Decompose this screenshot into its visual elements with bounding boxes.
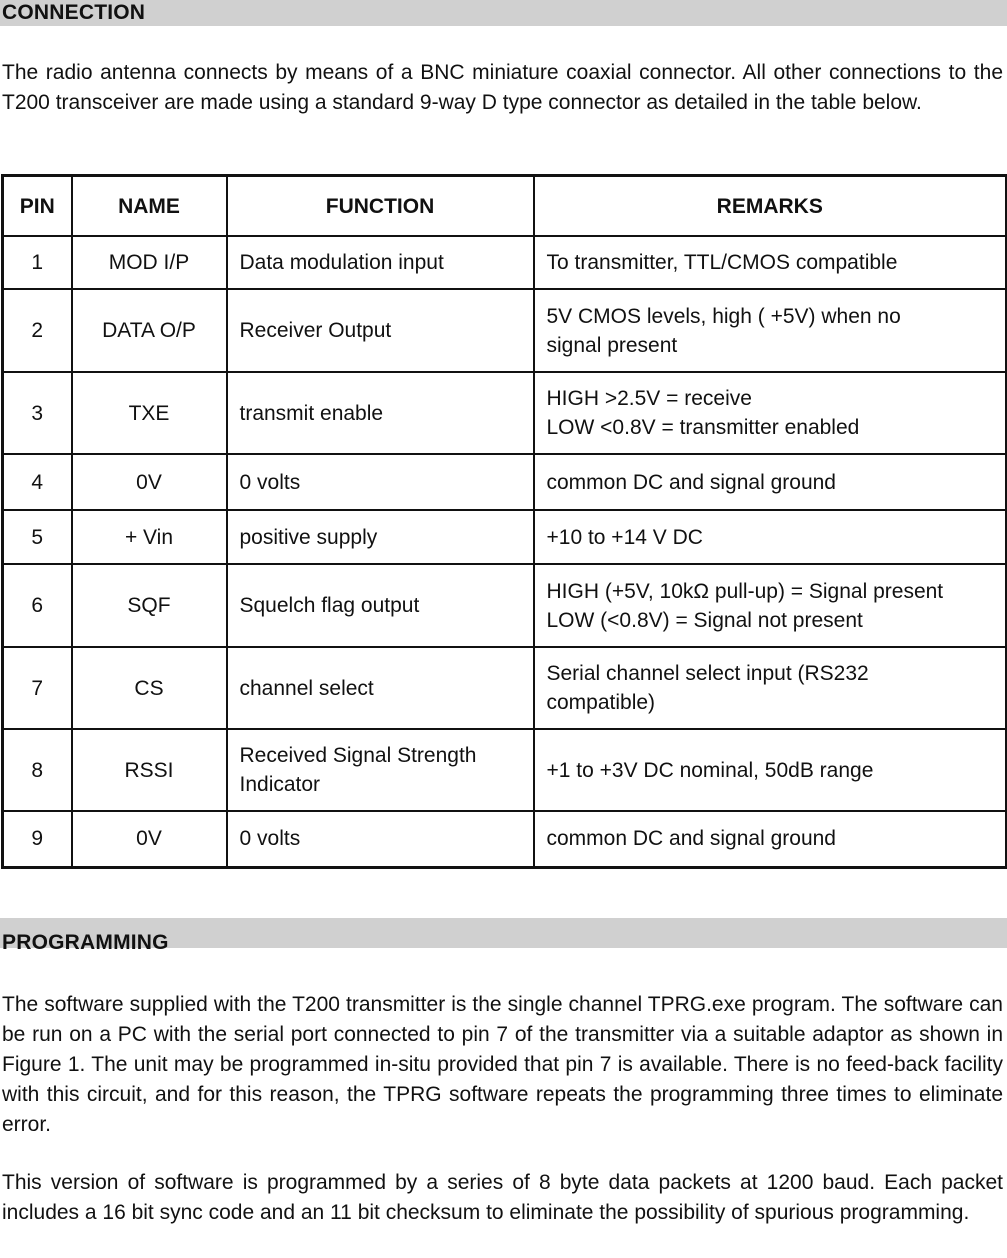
- pin-cell: 7: [3, 647, 72, 729]
- function-cell: channel select: [227, 647, 534, 729]
- function-cell: transmit enable: [227, 372, 534, 454]
- programming-paragraph-2: This version of software is programmed by a series of 8 byte data packets at 1200 baud. Each packet includes a 16 bit sync code and an 11 bit checksum to eliminate the possibility of spurious programming.: [2, 1171, 1003, 1224]
- remarks-line: common DC and signal ground: [546, 470, 836, 494]
- table-row: [3, 510, 1007, 564]
- pin-cell: 6: [3, 564, 72, 647]
- function-cell: Receiver Output: [227, 289, 534, 372]
- remarks-line: compatible): [546, 691, 656, 714]
- remarks-line: +10 to +14 V DC: [546, 525, 703, 549]
- table-row: [3, 236, 1007, 289]
- remarks-line: LOW (<0.8V) = Signal not present: [546, 608, 863, 632]
- remarks-cell: [534, 289, 1007, 372]
- remarks-cell: [534, 510, 1007, 564]
- name-cell: + Vin: [72, 510, 227, 564]
- remarks-line: HIGH (+5V, 10kΩ pull-up) = Signal present: [546, 579, 944, 603]
- remarks-line: Serial channel select input (RS232: [546, 662, 869, 685]
- table-row: [3, 564, 1007, 647]
- pin-cell: 5: [3, 510, 72, 564]
- header-pin: PIN: [3, 176, 72, 237]
- name-cell: 0V: [72, 811, 227, 867]
- function-cell: 0 volts: [227, 454, 534, 510]
- header-name: NAME: [72, 176, 227, 237]
- header-function: FUNCTION: [227, 176, 534, 237]
- remarks-cell: [534, 647, 1007, 729]
- function-cell: Data modulation input: [227, 236, 534, 289]
- header-remarks: REMARKS: [534, 176, 1007, 237]
- function-cell: Squelch flag output: [227, 564, 534, 647]
- pin-table: [1, 174, 1007, 869]
- connection-header-bar: [0, 0, 1007, 26]
- remarks-line: To transmitter, TTL/CMOS compatible: [546, 251, 898, 274]
- remarks-line: HIGH >2.5V = receive: [546, 387, 752, 410]
- name-cell: DATA O/P: [72, 289, 227, 372]
- table-row: [3, 729, 1007, 811]
- pin-cell: 1: [3, 236, 72, 289]
- table-row: [3, 811, 1007, 867]
- table-row: [3, 289, 1007, 372]
- pin-cell: 9: [3, 811, 72, 867]
- remarks-line: signal present: [546, 333, 678, 357]
- remarks-cell: [534, 372, 1007, 454]
- table-row: [3, 454, 1007, 510]
- remarks-line: 5V CMOS levels, high ( +5V) when no: [546, 304, 901, 328]
- name-cell: 0V: [72, 454, 227, 510]
- name-cell: CS: [72, 647, 227, 729]
- remarks-cell: [534, 811, 1007, 867]
- name-cell: MOD I/P: [72, 236, 227, 289]
- name-cell: RSSI: [72, 729, 227, 811]
- connection-intro: The radio antenna connects by means of a BNC miniature coaxial connector. All other connections to the T200 transceiver are made using a standard 9-way D type connector as detailed in the table below.: [2, 61, 1003, 114]
- name-cell: SQF: [72, 564, 227, 647]
- function-cell: 0 volts: [227, 811, 534, 867]
- function-cell: Received Signal Strength Indicator: [227, 729, 534, 811]
- table-row: [3, 372, 1007, 454]
- remarks-cell: [534, 729, 1007, 811]
- pin-cell: 2: [3, 289, 72, 372]
- pin-cell: 8: [3, 729, 72, 811]
- function-cell: positive supply: [227, 510, 534, 564]
- remarks-cell: [534, 236, 1007, 289]
- table-row: [3, 647, 1007, 729]
- remarks-line: +1 to +3V DC nominal, 50dB range: [546, 758, 874, 782]
- remarks-cell: [534, 454, 1007, 510]
- connection-title: CONNECTION: [2, 1, 146, 24]
- programming-paragraph-1: The software supplied with the T200 transmitter is the single channel TPRG.exe program. The software can be run on a PC with the serial port connected to pin 7 of the transmitter via a suitable adaptor as shown in Figure 1. The unit may be programmed in-situ provided that pin 7 is available. There is no feed-back facility with this circuit, and for this reason, the TPRG software repeats the programming three times to eliminate error.: [2, 993, 1003, 1136]
- pin-cell: 3: [3, 372, 72, 454]
- pin-cell: 4: [3, 454, 72, 510]
- pin-table-header-row: [3, 176, 1007, 237]
- remarks-cell: [534, 564, 1007, 647]
- name-cell: TXE: [72, 372, 227, 454]
- programming-title: PROGRAMMING: [2, 931, 169, 954]
- remarks-line: common DC and signal ground: [546, 827, 836, 851]
- remarks-line: LOW <0.8V = transmitter enabled: [546, 416, 860, 439]
